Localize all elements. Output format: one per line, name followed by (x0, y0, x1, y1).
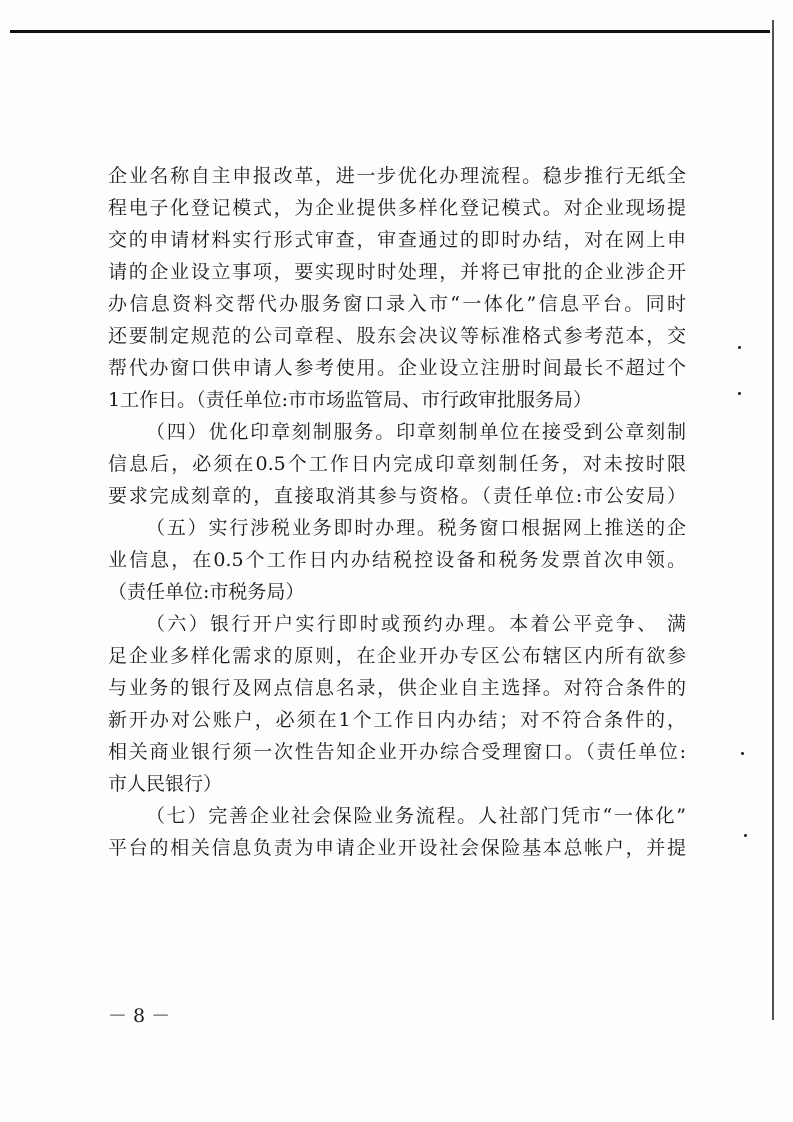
scan-speck (744, 834, 747, 837)
text-line: 程电子化登记模式，为企业提供多样化登记模式。对企业现场提 (108, 197, 686, 219)
text-line: 平台的相关信息负责为申请企业开设社会保险基本总帐户，并提 (108, 837, 686, 859)
text-line: 市人民银行） (108, 773, 223, 795)
text-line: （六）银行开户实行即时或预约办理。本着公平竞争、 满 (146, 613, 686, 635)
text-line: 企业名称自主申报改革，进一步优化办理流程。稳步推行无纸全 (108, 165, 686, 187)
text-line: 新开办对公账户，必须在1个工作日内办结；对不符合条件的， (108, 709, 686, 731)
body-text (108, 160, 686, 864)
text-line: 办信息资料交帮代办服务窗口录入市“一体化”信息平台。同时 (108, 293, 686, 315)
text-line: （责任单位:市税务局） (108, 581, 305, 603)
text-line: 1工作日。（责任单位:市市场监管局、市行政审批服务局） (108, 389, 592, 411)
page-number: － 8 － (108, 1005, 171, 1027)
text-line: 信息后，必须在0.5个工作日内完成印章刻制任务，对未按时限 (108, 453, 686, 475)
text-line: （七）完善企业社会保险业务流程。人社部门凭市“一体化” (146, 805, 686, 827)
text-line: 与业务的银行及网点信息名录，供企业自主选择。对符合条件的 (108, 677, 686, 699)
text-line: 相关商业银行须一次性告知企业开办综合受理窗口。（责任单位: (108, 741, 686, 763)
text-line: （四）优化印章刻制服务。印章刻制单位在接受到公章刻制 (146, 421, 686, 443)
text-line: 帮代办窗口供申请人参考使用。企业设立注册时间最长不超过个 (108, 357, 686, 379)
text-line: 要求完成刻章的，直接取消其参与资格。（责任单位:市公安局） (108, 485, 686, 507)
text-line: 还要制定规范的公司章程、股东会决议等标准格式参考范本，交 (108, 325, 686, 347)
text-line: 请的企业设立事项，要实现时时处理，并将已审批的企业涉企开 (108, 261, 686, 283)
scan-speck (738, 346, 741, 349)
scan-edge-right (772, 20, 774, 1020)
text-line: （五）实行涉税业务即时办理。税务窗口根据网上推送的企 (146, 517, 686, 539)
scan-speck (738, 392, 741, 395)
text-line: 业信息，在0.5个工作日内办结税控设备和税务发票首次申领。 (108, 549, 686, 571)
scan-edge-top (10, 30, 770, 33)
scan-speck (741, 752, 744, 755)
text-line: 交的申请材料实行形式审查，审查通过的即时办结，对在网上申 (108, 229, 686, 251)
text-line: 足企业多样化需求的原则，在企业开办专区公布辖区内所有欲参 (108, 645, 686, 667)
